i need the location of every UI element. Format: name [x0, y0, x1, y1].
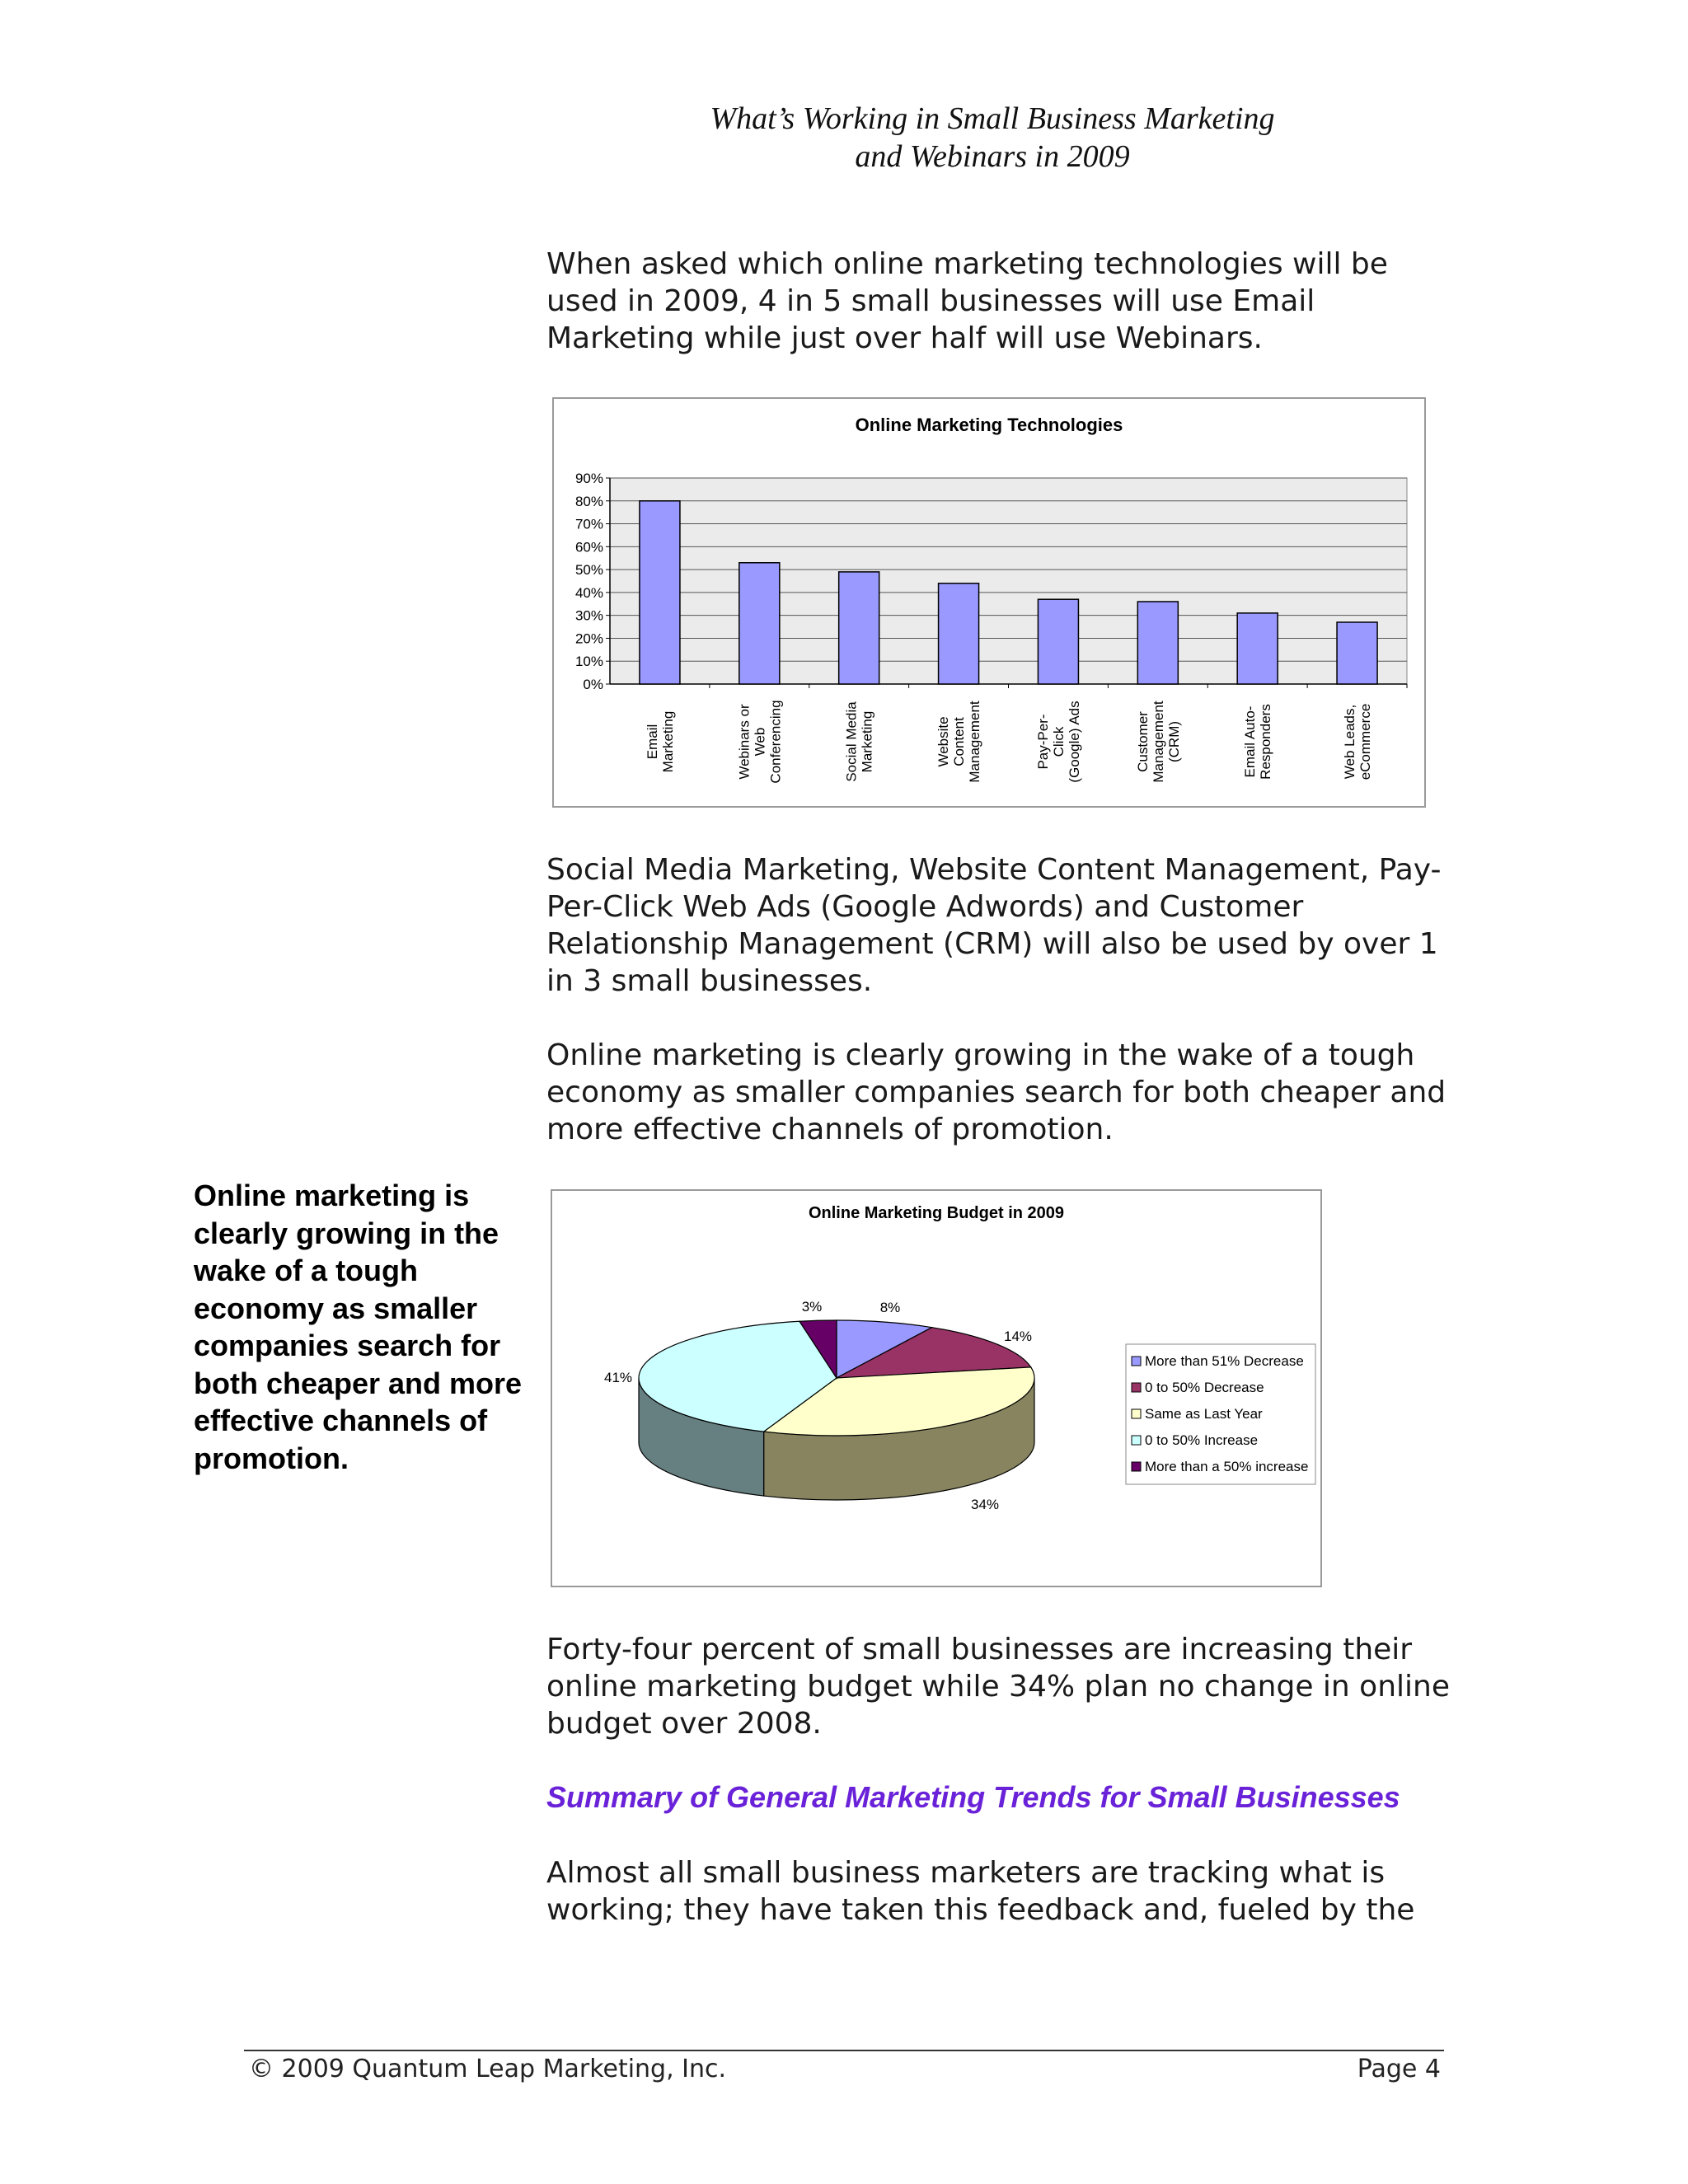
pie-value-label: 14% [1003, 1329, 1033, 1344]
pie-value-label: 34% [970, 1497, 1000, 1512]
paragraph-2: Social Media Marketing, Website Content Management, Pay-Per-Click Web Ads (Google Adwords) and Customer Relationship Management (CRM) will also be used by over 1 in 3 small businesses. [546, 853, 1442, 998]
x-category-label: CustomerManagement(CRM) [1134, 701, 1182, 783]
y-tick-label: 60% [574, 539, 603, 555]
x-category-label: EmailMarketing [644, 710, 676, 773]
paragraph-5: Almost all small business marketers are tracking what is working; they have taken this feedback and, fueled by the [546, 1856, 1415, 1927]
legend-swatch [1132, 1409, 1141, 1418]
header-title-line2: and Webinars in 2009 [855, 139, 1130, 174]
legend-label: 0 to 50% Decrease [1145, 1380, 1264, 1395]
bar-4 [939, 583, 979, 684]
footer-copyright: © 2009 Quantum Leap Marketing, Inc. [249, 2055, 727, 2083]
section-subheading: Summary of General Marketing Trends for Small Businesses [546, 1780, 1400, 1814]
y-tick-label: 10% [574, 654, 603, 670]
x-category-label: WebsiteContentManagement [935, 701, 983, 783]
pie-chart-svg [552, 1191, 1320, 1586]
y-tick-label: 20% [574, 630, 603, 647]
x-category-label: Web Leads,eCommerce [1342, 703, 1374, 780]
legend-label: More than a 50% increase [1145, 1459, 1309, 1474]
legend-swatch [1132, 1462, 1141, 1471]
paragraph-4: Forty-four percent of small businesses are increasing their online marketing budget while 34% plan no change in online budget over 2008. [546, 1633, 1450, 1741]
bar-chart-svg [554, 399, 1424, 806]
bar-8 [1337, 622, 1377, 684]
x-category-label: Social MediaMarketing [843, 701, 875, 782]
bar-3 [839, 572, 879, 684]
legend-label: More than 51% Decrease [1145, 1353, 1304, 1369]
x-category-label: Email Auto-Responders [1242, 704, 1274, 780]
pie-chart-online-marketing-budget [551, 1189, 1322, 1587]
legend-swatch [1132, 1383, 1141, 1392]
pie-value-label: 3% [801, 1299, 823, 1315]
x-category-label: Pay-Per-Click(Google) Ads [1034, 701, 1082, 783]
pie-chart-title: Online Marketing Budget in 2009 [808, 1204, 1065, 1222]
y-tick-label: 90% [574, 471, 603, 486]
footer-page-number: Page 4 [1357, 2055, 1441, 2083]
header-title-line1: What’s Working in Small Business Marketing [710, 101, 1275, 136]
y-tick-label: 30% [574, 607, 603, 624]
legend-label: 0 to 50% Increase [1145, 1432, 1259, 1448]
bar-plot-area [610, 478, 1407, 684]
paragraph-1: When asked which online marketing technologies will be used in 2009, 4 in 5 small businesses will use Email Marketing while just over half will use Webinars. [546, 247, 1388, 355]
bar-chart-title: Online Marketing Technologies [855, 415, 1123, 435]
paragraph-3: Online marketing is clearly growing in the wake of a tough economy as smaller companies search for both cheaper and more effective channels of promotion. [546, 1038, 1447, 1146]
bar-6 [1137, 602, 1178, 684]
y-tick-label: 50% [574, 562, 603, 579]
y-tick-label: 40% [574, 584, 603, 601]
bar-chart-online-marketing-technologies [552, 397, 1426, 808]
bar-1 [640, 501, 680, 684]
bar-7 [1237, 613, 1278, 684]
footer-divider [244, 2050, 1444, 2051]
y-tick-label: 70% [574, 516, 603, 532]
x-category-label: Webinars orWebConferencing [736, 700, 784, 784]
y-tick-label: 80% [574, 493, 603, 509]
bar-5 [1038, 599, 1078, 684]
y-tick-label: 0% [583, 677, 603, 692]
pie-value-label: 8% [879, 1300, 901, 1315]
sidebar-pull-quote: Online marketing is clearly growing in the wake of a tough economy as smaller companies search for both cheaper and more effective channels of promotion. [194, 1179, 523, 1475]
bar-2 [739, 563, 780, 684]
legend-swatch [1132, 1357, 1141, 1366]
legend-swatch [1132, 1436, 1141, 1445]
legend-label: Same as Last Year [1145, 1406, 1263, 1422]
pie-value-label: 41% [603, 1370, 633, 1385]
